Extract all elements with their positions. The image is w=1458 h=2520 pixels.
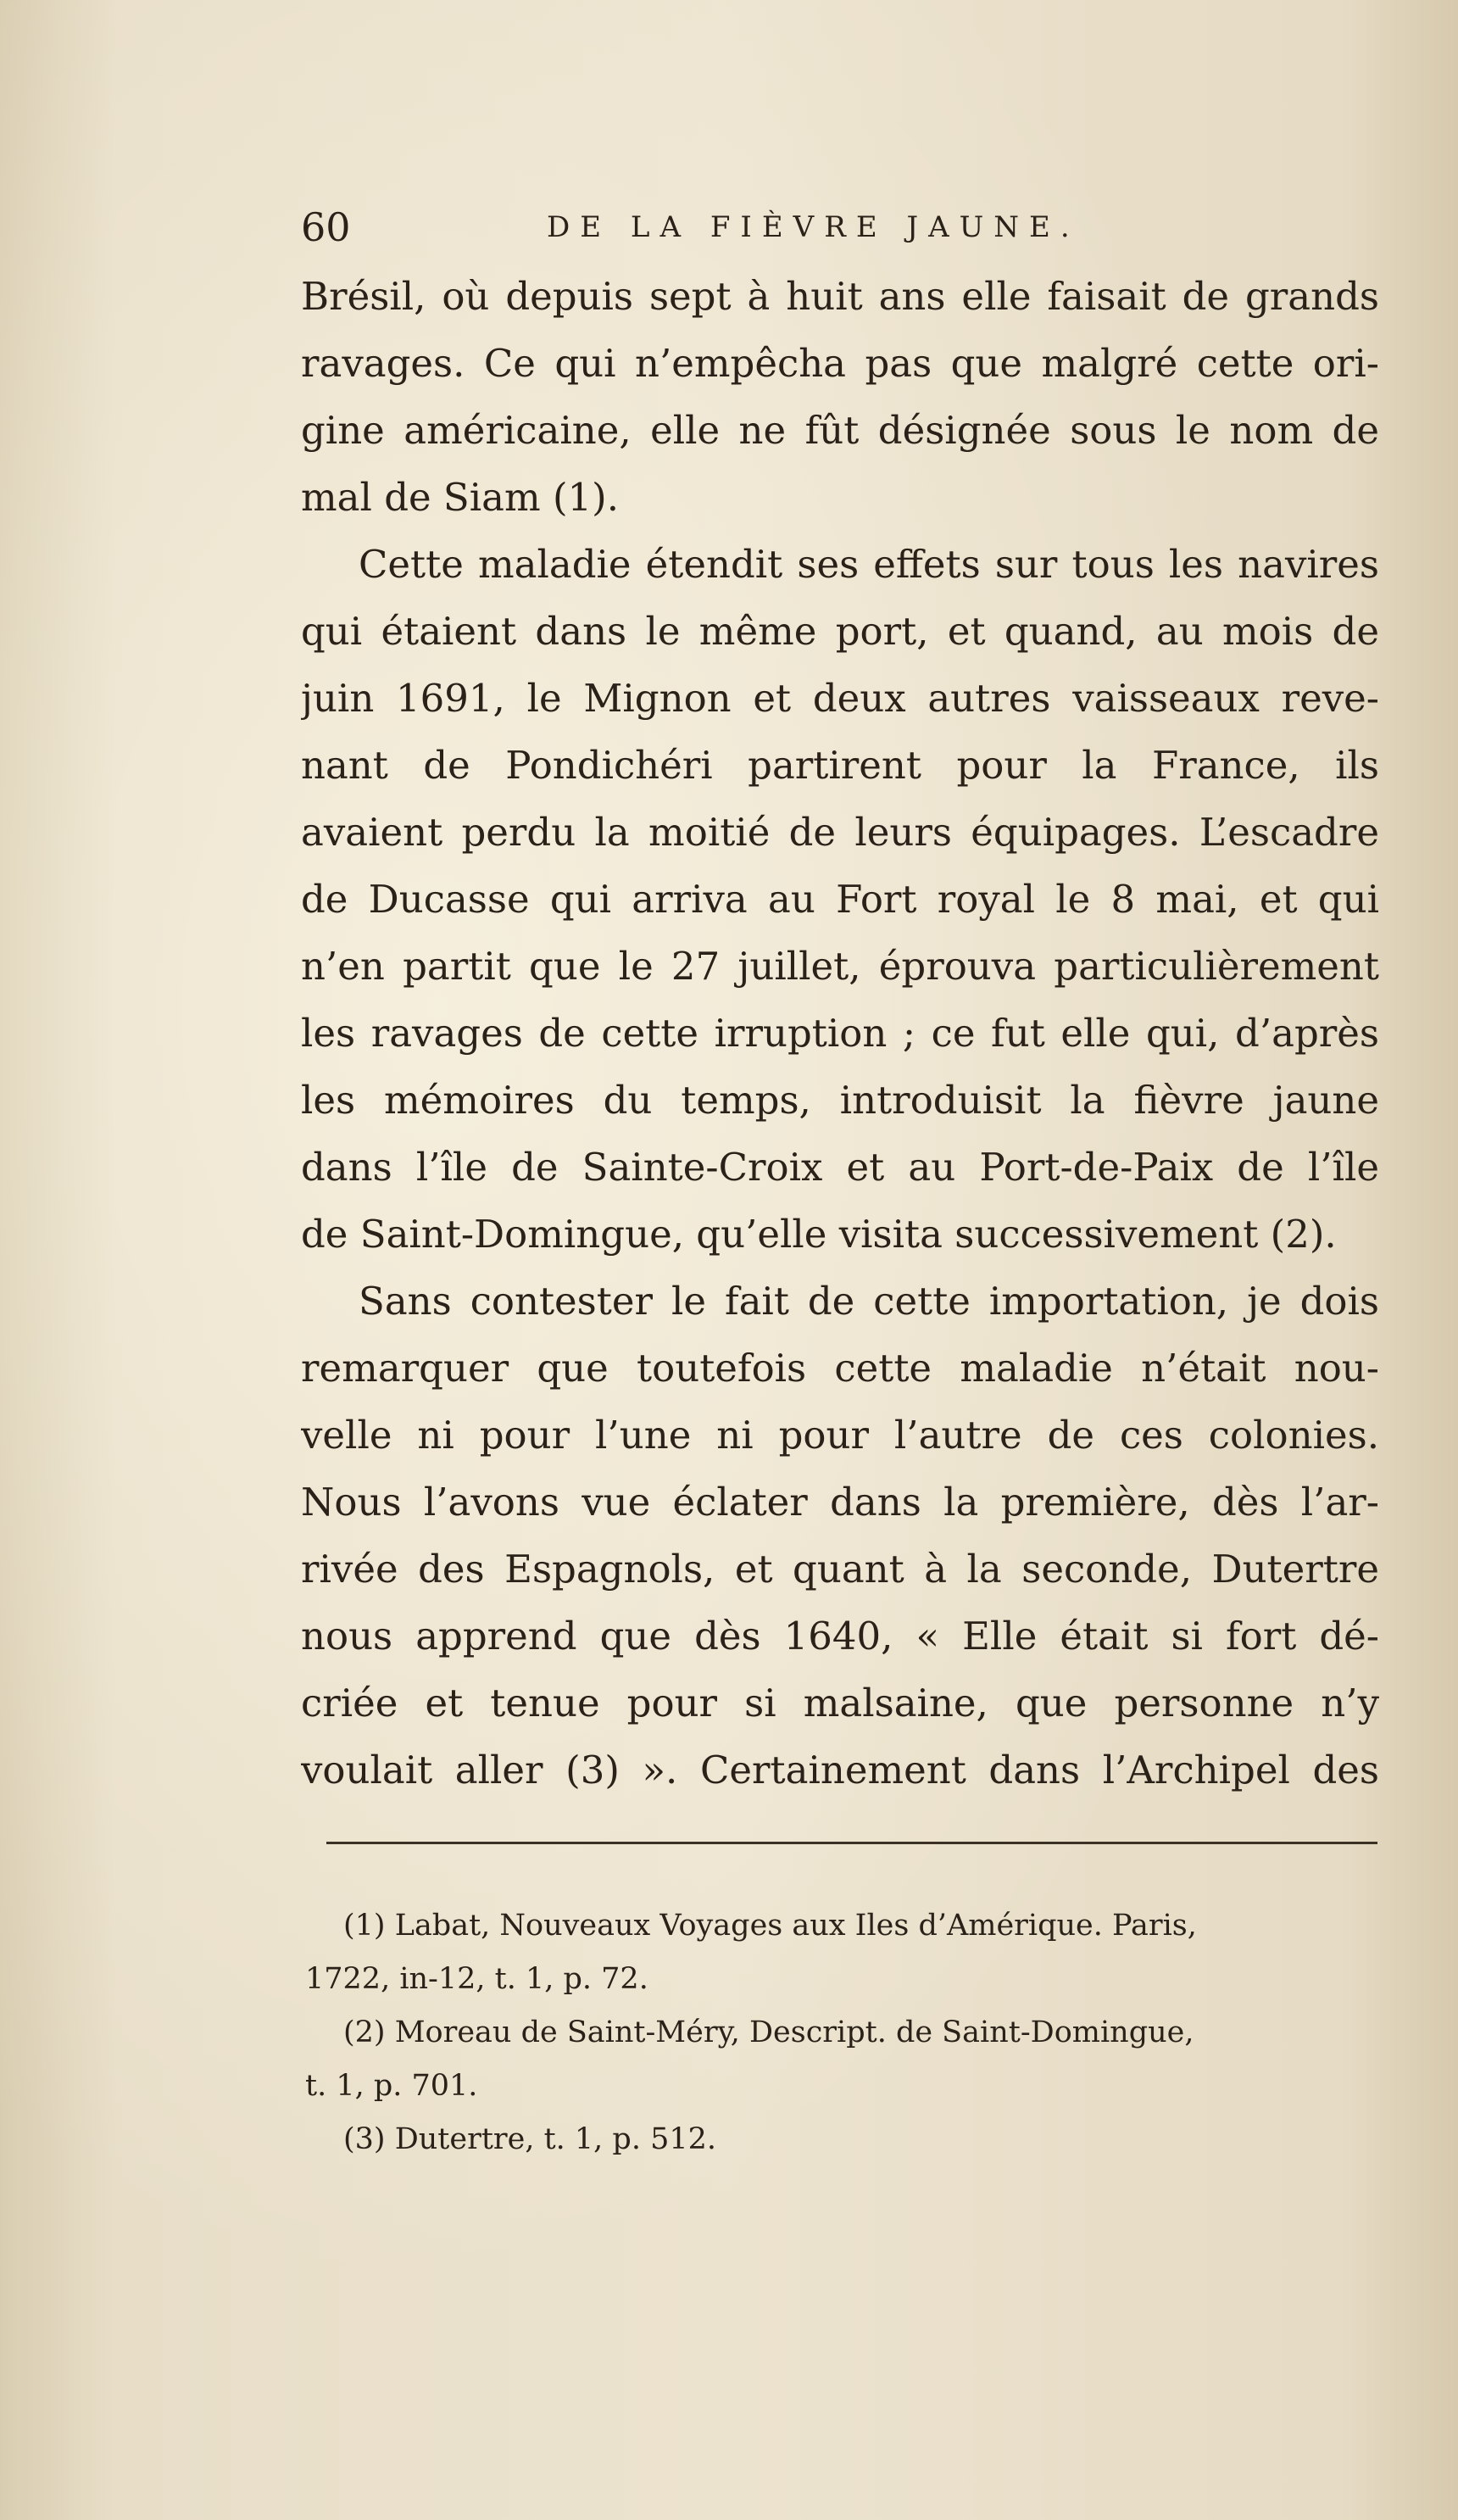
body-text bbox=[301, 263, 1379, 1804]
text-line: ravages. Ce qui n’empêcha pas que malgré cette ori- bbox=[301, 341, 1379, 386]
text-line: criée et tenue pour si malsaine, que personne n’y bbox=[301, 1681, 1379, 1726]
text-line: de Saint-Domingue, qu’elle visita successivement (2). bbox=[301, 1212, 1337, 1257]
page-header bbox=[301, 202, 1377, 253]
footnote-line: t. 1, p. 701. bbox=[305, 2069, 478, 2103]
footnote-separator bbox=[326, 1842, 1377, 1844]
text-line: dans l’île de Sainte-Croix et au Port-de-Paix de l’île bbox=[301, 1145, 1379, 1190]
text-line: remarquer que toutefois cette maladie n’était nou- bbox=[301, 1346, 1379, 1391]
page-number: 60 bbox=[301, 204, 351, 250]
text-line: voulait aller (3) ». Certainement dans l’Archipel des bbox=[301, 1748, 1379, 1792]
text-line: juin 1691, le Mignon et deux autres vaisseaux reve- bbox=[301, 676, 1379, 721]
text-line: les mémoires du temps, introduisit la fièvre jaune bbox=[301, 1078, 1379, 1123]
text-line: Sans contester le fait de cette importation, je dois bbox=[359, 1279, 1379, 1324]
text-line: Nous l’avons vue éclater dans la première, dès l’ar- bbox=[301, 1480, 1379, 1525]
footnote-line: (2) Moreau de Saint-Méry, Descript. de Saint-Domingue, bbox=[343, 2015, 1194, 2049]
footnotes bbox=[305, 1899, 1382, 2166]
text-line: rivée des Espagnols, et quant à la seconde, Dutertre bbox=[301, 1547, 1379, 1592]
footnote-line: 1722, in-12, t. 1, p. 72. bbox=[305, 1962, 648, 1996]
text-line: velle ni pour l’une ni pour l’autre de ces colonies. bbox=[301, 1413, 1379, 1458]
text-line: Brésil, où depuis sept à huit ans elle faisait de grands bbox=[301, 274, 1379, 319]
footnote-line: (1) Labat, Nouveaux Voyages aux Iles d’Amérique. Paris, bbox=[343, 1909, 1197, 1943]
footnote-line: (3) Dutertre, t. 1, p. 512. bbox=[343, 2122, 716, 2156]
text-line: n’en partit que le 27 juillet, éprouva particulièrement bbox=[301, 944, 1379, 989]
running-head: DE LA FIÈVRE JAUNE. bbox=[547, 210, 1080, 244]
text-line: qui étaient dans le même port, et quand, au mois de bbox=[301, 609, 1379, 654]
text-line: de Ducasse qui arriva au Fort royal le 8 mai, et qui bbox=[301, 877, 1379, 922]
text-line: Cette maladie étendit ses effets sur tous les navires bbox=[359, 542, 1379, 587]
text-line: mal de Siam (1). bbox=[301, 475, 620, 520]
text-line: nous apprend que dès 1640, « Elle était si fort dé- bbox=[301, 1614, 1379, 1659]
text-line: avaient perdu la moitié de leurs équipages. L’escadre bbox=[301, 810, 1379, 855]
text-line: gine américaine, elle ne fût désignée sous le nom de bbox=[301, 408, 1379, 453]
text-line: les ravages de cette irruption ; ce fut elle qui, d’après bbox=[301, 1011, 1379, 1056]
text-line: nant de Pondichéri partirent pour la France, ils bbox=[301, 743, 1379, 788]
